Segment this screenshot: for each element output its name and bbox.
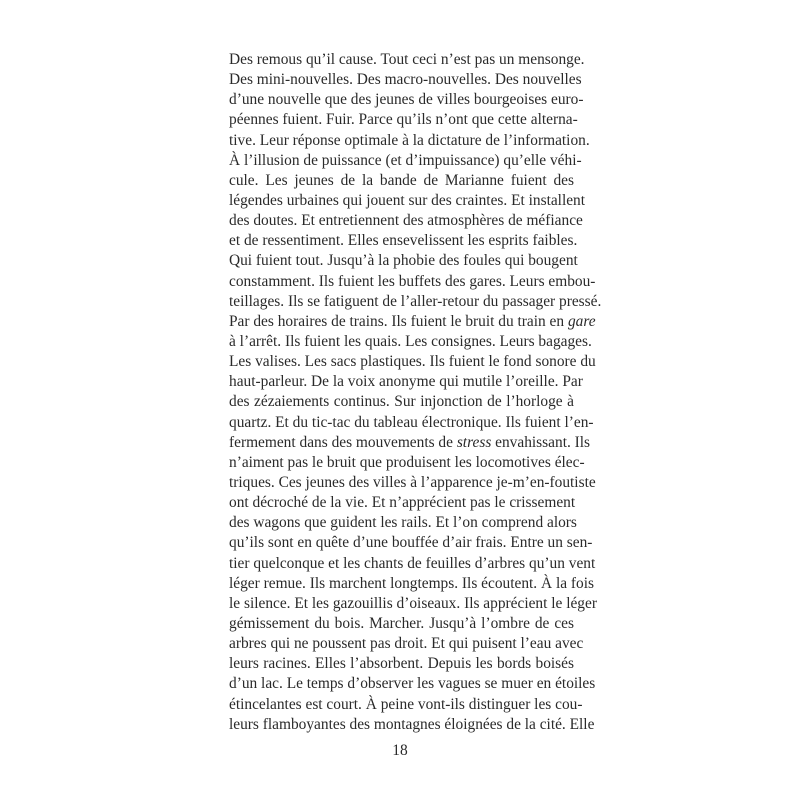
text-line: quartz. Et du tic-tac du tableau électronique. Ils fuient l’en- (229, 413, 594, 431)
text-line: tier quelconque et les chants de feuilles d’arbres qu’un vent (229, 554, 596, 572)
italic-word: gare (567, 312, 596, 330)
text-line: Les valises. Les sacs plastiques. Ils fuient le fond sonore du (229, 353, 596, 371)
text-line: tive. Leur réponse optimale à la dictature de l’information. (229, 131, 590, 149)
text-line: des doutes. Et entretiennent des atmosphères de méfiance (229, 212, 583, 230)
italic-word: stress (456, 433, 492, 451)
text-line: d’un lac. Le temps d’observer les vagues se muer en étoiles (229, 675, 596, 693)
body-text (229, 50, 602, 735)
text-line: Qui fuient tout. Jusqu’à la phobie des foules qui bougent (229, 252, 578, 270)
text-line: des wagons que guident les rails. Et l’on comprend alors (229, 514, 577, 532)
text-line: des zézaiements continus. Sur injonction de l’horloge à (229, 393, 574, 411)
page-number: 18 (392, 742, 408, 759)
text-line: qu’ils sont en quête d’une bouffée d’air frais. Entre un sen- (229, 534, 593, 552)
text-line: leurs flamboyantes des montagnes éloignées de la cité. Elle (229, 715, 595, 733)
text-line: teillages. Ils se fatiguent de l’aller-retour du passager pressé. (229, 292, 602, 310)
text-line: constamment. Ils fuient les buffets des gares. Leurs embou- (229, 272, 596, 290)
text-line-start: Par des horaires de trains. Ils fuient le bruit du train en (229, 312, 568, 330)
text-line: Des remous qu’il cause. Tout ceci n’est pas un mensonge. (229, 51, 585, 68)
text-line: n’aiment pas le bruit que produisent les locomotives élec- (229, 453, 585, 471)
text-line: légendes urbaines qui jouent sur des craintes. Et installent (229, 191, 586, 209)
text-line: cule. Les jeunes de la bande de Marianne fuient des (229, 171, 574, 189)
text-line: À l’illusion de puissance (et d’impuissance) qu’elle véhi- (229, 151, 582, 169)
text-line: Des mini-nouvelles. Des macro-nouvelles. Des nouvelles (229, 71, 582, 89)
text-line: le silence. Et les gazouillis d’oiseaux. Ils apprécient le léger (229, 594, 597, 612)
text-line: gémissement du bois. Marcher. Jusqu’à l’ombre de ces (229, 614, 574, 632)
text-line: léger remue. Ils marchent longtemps. Ils écoutent. À la fois (229, 574, 594, 592)
text-line: haut-parleur. De la voix anonyme qui mutile l’oreille. Par (229, 373, 583, 391)
text-line: arbres qui ne poussent pas droit. Et qui puisent l’eau avec (229, 635, 584, 653)
text-line (229, 433, 591, 453)
text-line: triques. Ces jeunes des villes à l’apparence je-m’en-foutiste (229, 473, 596, 491)
text-line: et de ressentiment. Elles ensevelissent les esprits faibles. (229, 232, 578, 250)
text-line-end: envahissant. Ils (491, 433, 591, 451)
text-line: d’une nouvelle que des jeunes de villes bourgeoises euro- (229, 91, 584, 109)
text-line: leurs racines. Elles l’absorbent. Depuis les bords boisés (229, 655, 574, 673)
text-line-start: fermement dans des mouvements de (229, 433, 457, 451)
text-line: étincelantes est court. À peine vont-ils distinguer les cou- (229, 695, 583, 713)
text-line: à l’arrêt. Ils fuient les quais. Les consignes. Leurs bagages. (229, 332, 592, 350)
text-line: ont décroché de la vie. Et n’apprécient pas le crissement (229, 494, 576, 512)
text-line: péennes fuient. Fuir. Parce qu’ils n’ont que cette alterna- (229, 111, 578, 129)
text-line (229, 312, 596, 332)
